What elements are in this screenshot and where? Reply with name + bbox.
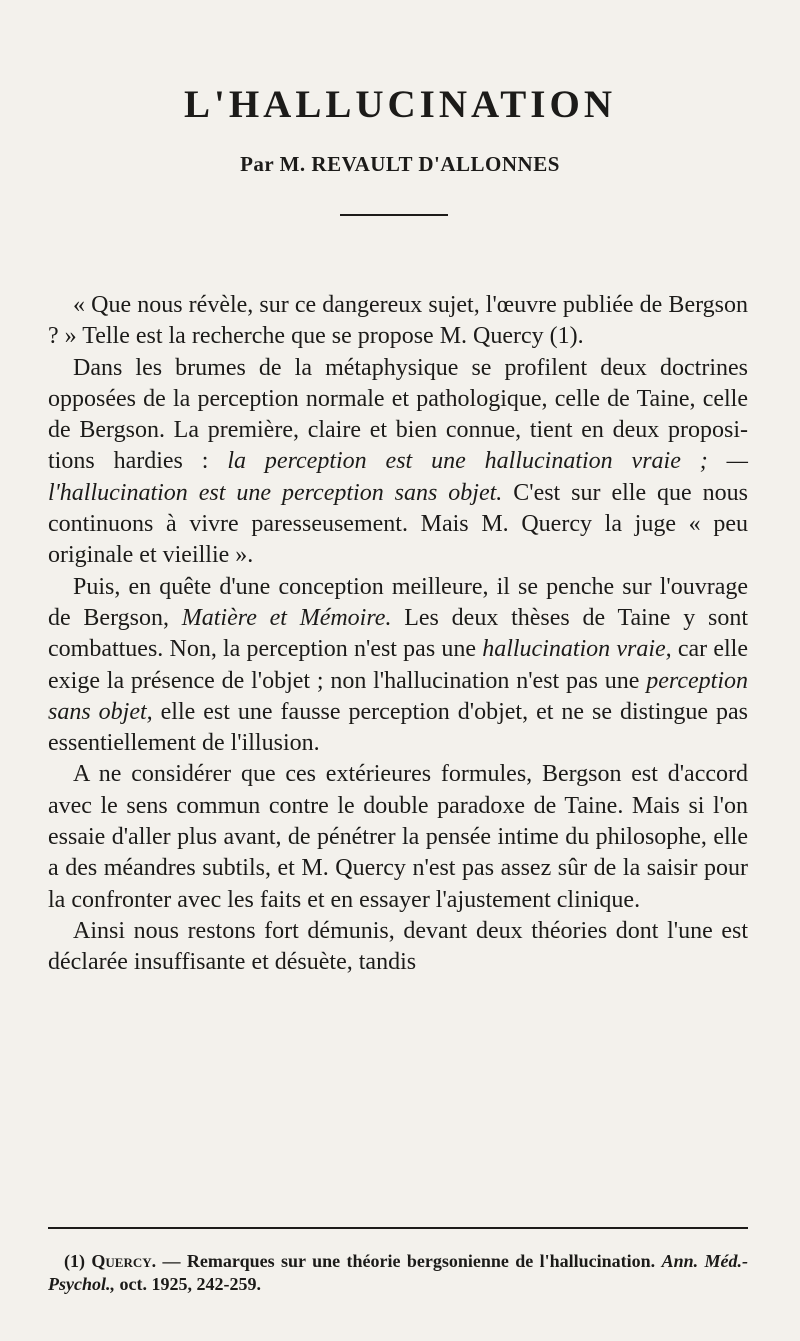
text-run: C'est sur elle que nous continuons à vivre paresseusement. Mais M. Quercy la juge « peu originale et vieillie ». bbox=[48, 479, 748, 569]
footnote-author: Quercy. bbox=[91, 1251, 157, 1271]
text-run: Puis, en quête d'une conception meilleure, il se penche sur l'ouvrage de Bergson, bbox=[48, 573, 748, 631]
footnote-title: — Remarques sur une théorie bergsonienne de l'hallucination. bbox=[156, 1251, 662, 1271]
body-paragraph bbox=[48, 290, 748, 353]
italic-phrase: perception sans objet, bbox=[48, 667, 748, 725]
body-paragraph bbox=[48, 353, 748, 572]
text-run: Dans les brumes de la métaphysique se profilent deux doctrines opposées de la perception normale et pathologique, celle de Taine, celle de Bergson. La première, claire et bien connue, tient en deux propositions hardies : bbox=[48, 354, 748, 475]
italic-phrase: Matière et Mémoire. bbox=[181, 604, 392, 631]
footnote-marker: (1) bbox=[64, 1251, 85, 1271]
text-run: Ainsi nous restons fort démunis, devant deux théories dont l'une est déclarée insuffisante et désuète, tandis bbox=[48, 917, 748, 976]
footnote-details: oct. 1925, 242-259. bbox=[115, 1274, 261, 1294]
footnote bbox=[48, 1250, 748, 1296]
text-run: car elle exige la présence de l'objet ; non l'hallucination n'est pas une bbox=[48, 636, 748, 694]
article-body bbox=[48, 290, 748, 979]
text-run: A ne considérer que ces extérieures formules, Bergson est d'accord avec le sens commun contre le double paradoxe de Taine. Mais si l'on essaie d'aller plus avant, de pénétrer la pensée intime du philosophe, elle a des méandres subtils, et M. Quercy n'est pas assez sûr de la saisir pour la confronter avec les faits et en essayer l'ajustement clinique. bbox=[48, 761, 748, 913]
text-run: « Que nous révèle, sur ce dangereux sujet, l'œuvre publiée de Bergson ? » Telle est la recherche que se propose M. Quercy (1). bbox=[48, 292, 748, 350]
footnote-divider bbox=[48, 1227, 748, 1229]
title-divider bbox=[340, 214, 448, 216]
italic-phrase: hallucination vraie, bbox=[482, 636, 672, 663]
body-paragraph bbox=[48, 916, 748, 979]
footnote-journal: Ann. Méd.-Psychol., bbox=[48, 1251, 749, 1294]
text-run: elle est une fausse perception d'objet, et ne se distingue pas essentiellement de l'illusion. bbox=[48, 698, 748, 757]
text-run: Les deux thèses de Taine y sont combattues. Non, la perception n'est pas une bbox=[48, 604, 749, 663]
body-paragraph bbox=[48, 572, 748, 760]
body-paragraph bbox=[48, 759, 748, 915]
author-byline: Par M. REVAULT D'ALLONNES bbox=[240, 152, 560, 176]
footnote-text bbox=[48, 1250, 748, 1296]
article-title: L'HALLUCINATION bbox=[183, 83, 616, 126]
italic-phrase: la perception est une hallucination vraie ; — l'hallucination est une perception sans objet. bbox=[48, 448, 748, 506]
